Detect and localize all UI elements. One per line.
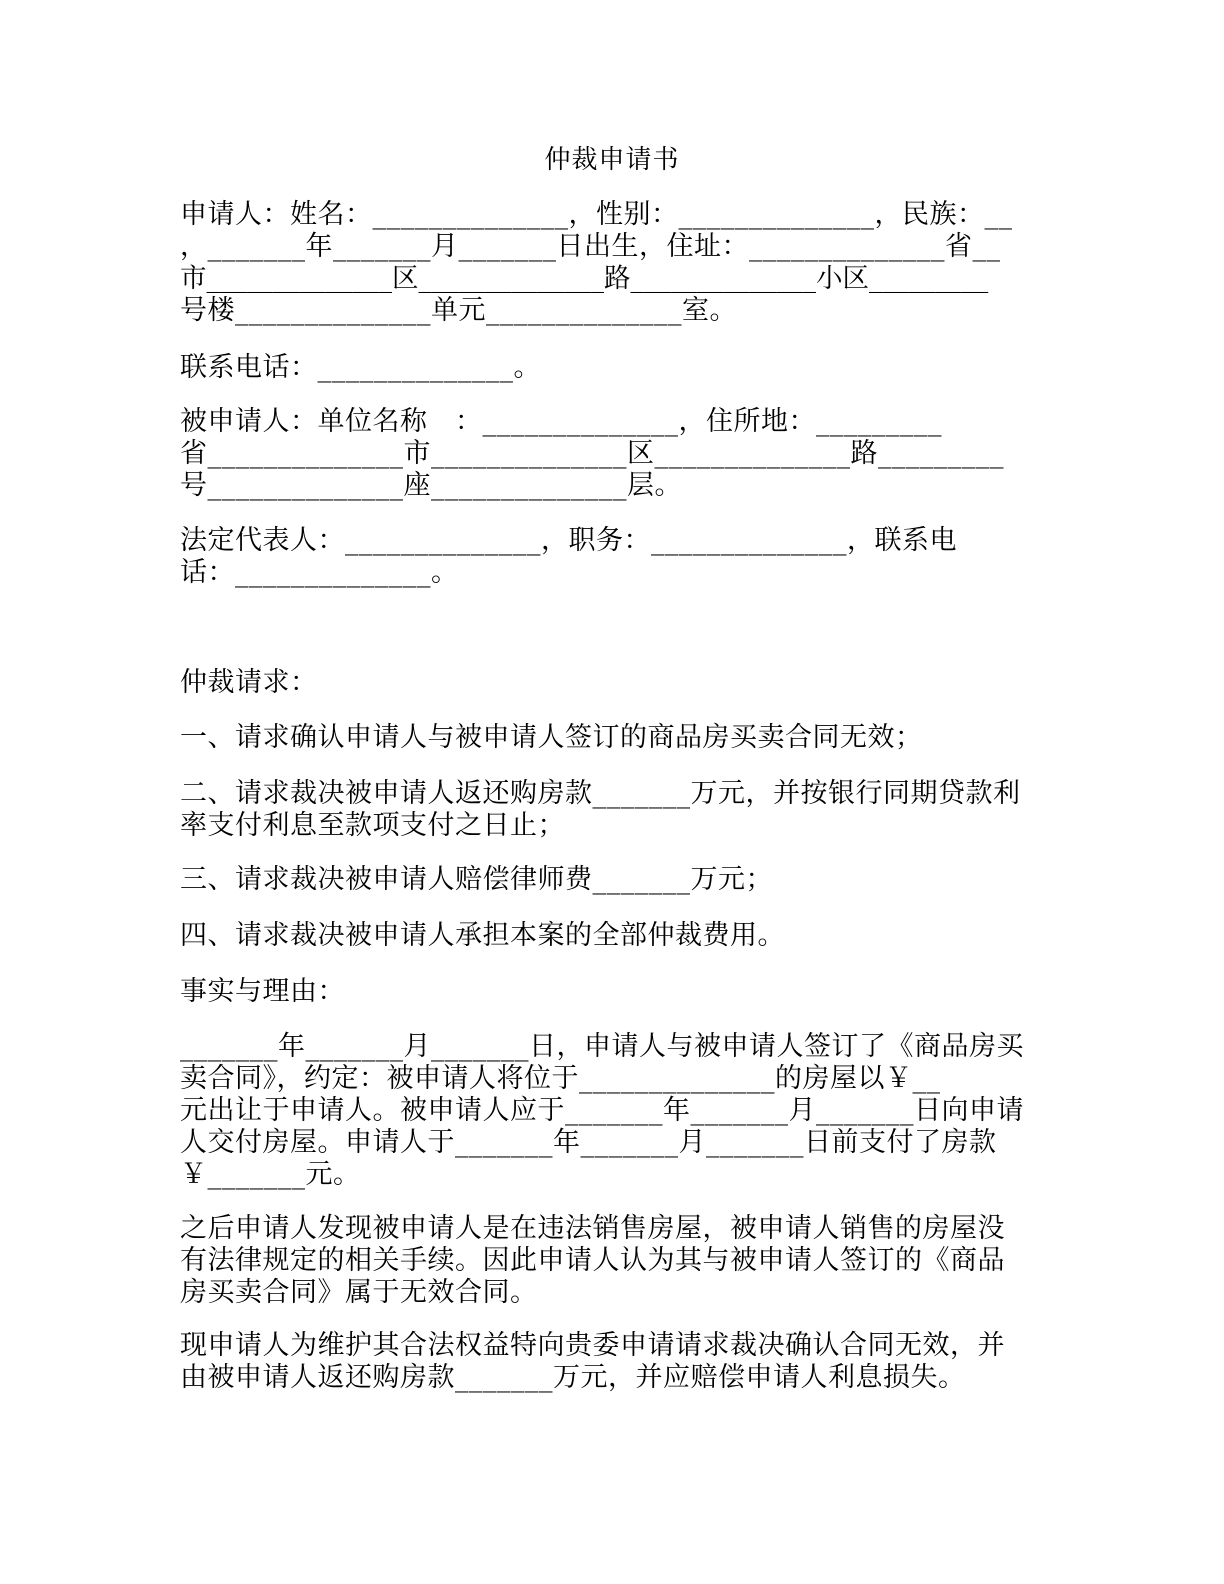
facts-line: 卖合同》，约定：被申请人将位于______________的房屋以￥__ — [180, 1063, 941, 1094]
applicant-line: ，_______年_______月_______日出生，住址：______________省__ — [180, 231, 1001, 262]
applicant-phone-line: 联系电话：______________。 — [180, 352, 541, 383]
facts-2-paragraph — [180, 1213, 1030, 1309]
facts-line: 之后申请人发现被申请人是在违法销售房屋，被申请人销售的房屋没 — [180, 1213, 1005, 1244]
applicant-line: 申请人：姓名：______________，性别：______________，民族：__ — [180, 199, 1013, 230]
applicant-line: 号楼______________单元______________室。 — [180, 295, 737, 326]
request-3-paragraph — [180, 864, 1030, 896]
requests-heading-paragraph — [180, 667, 1030, 699]
facts-line: 有法律规定的相关手续。因此申请人认为其与被申请人签订的《商品 — [180, 1245, 1005, 1276]
request-line: 四、请求裁决被申请人承担本案的全部仲裁费用。 — [180, 920, 785, 951]
legal-rep-line: 法定代表人：______________，职务：______________，联系电 — [180, 525, 957, 556]
document-title: 仲裁申请书 — [544, 145, 680, 175]
request-1-paragraph — [180, 722, 1030, 754]
applicant-line: 市______________区______________路______________小区_________ — [180, 263, 989, 294]
facts-line: ￥_______元。 — [180, 1159, 361, 1190]
legal-rep-paragraph — [180, 525, 1030, 589]
facts-3-paragraph — [180, 1330, 1030, 1394]
respondent-line: 号______________座______________层。 — [180, 470, 682, 501]
respondent-paragraph — [180, 406, 1030, 502]
respondent-line: 被申请人：单位名称 ：______________，住所地：_________ — [180, 406, 942, 437]
facts-line: 元出让于申请人。被申请人应于_______年_______月_______日向申请 — [180, 1095, 1024, 1126]
facts-line: _______年_______月_______日，申请人与被申请人签订了《商品房买 — [180, 1031, 1024, 1062]
facts-line: 现申请人为维护其合法权益特向贵委申请请求裁决确认合同无效，并 — [180, 1330, 1005, 1361]
applicant-paragraph — [180, 199, 1030, 327]
request-2-paragraph — [180, 778, 1030, 842]
facts-line: 房买卖合同》属于无效合同。 — [180, 1277, 538, 1308]
facts-heading-paragraph — [180, 976, 1030, 1008]
facts-heading: 事实与理由： — [180, 976, 345, 1007]
facts-line: 人交付房屋。申请人于_______年_______月_______日前支付了房款 — [180, 1127, 997, 1158]
legal-rep-line: 话：______________。 — [180, 557, 459, 588]
applicant-phone-paragraph — [180, 352, 1030, 384]
request-line: 二、请求裁决被申请人返还购房款_______万元，并按银行同期贷款利 — [180, 778, 1021, 809]
facts-line: 由被申请人返还购房款_______万元，并应赔偿申请人利息损失。 — [180, 1362, 966, 1393]
facts-1-paragraph — [180, 1031, 1030, 1191]
request-line: 一、请求确认申请人与被申请人签订的商品房买卖合同无效； — [180, 722, 923, 753]
requests-heading: 仲裁请求： — [180, 667, 318, 698]
request-4-paragraph — [180, 920, 1030, 952]
request-line: 率支付利息至款项支付之日止； — [180, 810, 565, 841]
request-line: 三、请求裁决被申请人赔偿律师费_______万元； — [180, 864, 773, 895]
respondent-line: 省______________市______________区______________路_________ — [180, 438, 1004, 469]
